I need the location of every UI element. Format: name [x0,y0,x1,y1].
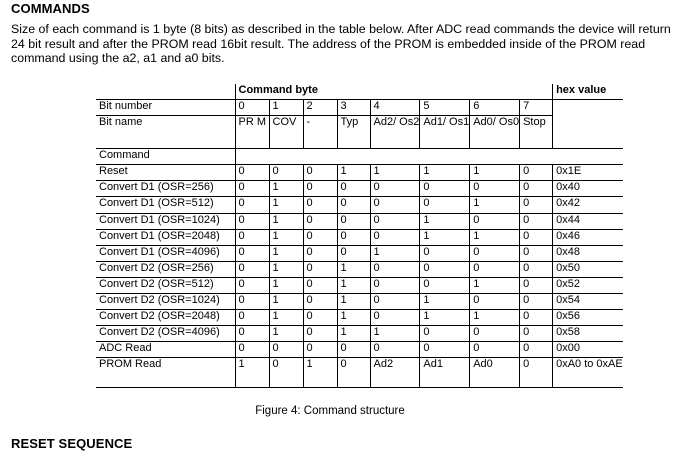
hex-value-cell: 0x56 [553,310,623,326]
bit-value-cell: 0 [235,165,269,181]
command-name-cell: Convert D1 (OSR=256) [96,181,235,197]
bit-value-cell: 1 [269,277,303,293]
bit-value-cell: 0 [269,358,303,388]
bit-value-cell: 0 [520,294,553,310]
bit-value-cell: 1 [337,165,370,181]
empty-cell [269,149,303,165]
bit-value-cell: 1 [470,277,520,293]
command-name-cell: Convert D1 (OSR=512) [96,197,235,213]
bit-value-cell: 0 [235,310,269,326]
hex-value-cell: 0xA0 to 0xAE [553,358,623,388]
bit-value-cell: 0 [303,310,337,326]
bit-name-cell: Ad0/ Os0 [470,116,520,149]
command-name-cell: Convert D2 (OSR=4096) [96,326,235,342]
bit-value-cell: 0 [303,181,337,197]
table-row [96,213,623,229]
command-name-cell: Convert D2 (OSR=1024) [96,294,235,310]
bit-value-cell: 0 [520,358,553,388]
command-name-cell: Convert D1 (OSR=4096) [96,245,235,261]
bit-value-cell: 1 [303,358,337,388]
bit-value-cell: 1 [420,229,470,245]
bit-number-cell: 6 [470,100,520,116]
bit-number-cell: 7 [520,100,553,116]
table-row [96,165,623,181]
section-title: COMMANDS [11,1,90,16]
bit-value-cell: 0 [303,342,337,358]
intro-paragraph: Size of each command is 1 byte (8 bits) as described in the table below. After ADC read commands the device will return 24 bit result and after the PROM read 16bit result. The address of the PROM is embedded inside of the PROM read command using the a2, a1 and a0 bits. [11,22,671,66]
bit-value-cell: 0 [370,213,420,229]
bit-value-cell: 0 [520,197,553,213]
table-row [96,197,623,213]
hex-value-header: hex value [556,84,607,96]
table-row [96,294,623,310]
bit-value-cell: 0 [303,326,337,342]
bit-value-cell: 0 [420,342,470,358]
bit-value-cell: 0 [235,213,269,229]
hex-cell [553,100,623,116]
bit-value-cell: 0 [470,326,520,342]
bit-value-cell: 1 [370,326,420,342]
bit-value-cell: 0 [235,294,269,310]
bit-value-cell: 1 [470,165,520,181]
bit-value-cell: 1 [235,358,269,388]
bit-value-cell: 0 [370,181,420,197]
bit-value-cell: 0 [303,165,337,181]
bit-value-cell: 0 [235,181,269,197]
hex-value-cell: 0x44 [553,213,623,229]
bit-value-cell: 0 [470,213,520,229]
bit-value-cell: 1 [269,245,303,261]
bit-name-cell: Ad1/ Os1 [420,116,470,149]
bit-value-cell: 1 [370,165,420,181]
table-row [96,261,623,277]
bit-value-cell: 0 [337,197,370,213]
bit-value-cell: 0 [470,245,520,261]
bit-value-cell: 0 [420,326,470,342]
command-table [96,84,623,388]
bit-value-cell: 1 [420,310,470,326]
bit-value-cell: 0 [370,342,420,358]
bit-value-cell: 0 [520,277,553,293]
bit-value-cell: 1 [269,310,303,326]
bit-value-cell: 0 [235,229,269,245]
figure-caption: Figure 4: Command structure [255,405,405,417]
next-section-title: RESET SEQUENCE [11,436,133,451]
table-row [96,326,623,342]
bit-value-cell: 0 [235,197,269,213]
hex-cell [553,149,623,165]
bit-value-cell: 0 [370,294,420,310]
bit-name-cell: PR M [235,116,269,149]
table-header-row [96,84,623,100]
bit-value-cell: 0 [370,197,420,213]
bit-value-cell: 1 [470,229,520,245]
bit-value-cell: 1 [269,326,303,342]
bit-value-cell: Ad0 [470,358,520,388]
empty-cell [420,149,470,165]
bit-value-cell: 0 [269,165,303,181]
command-name-cell: Convert D1 (OSR=1024) [96,213,235,229]
command-name-cell: Convert D2 (OSR=2048) [96,310,235,326]
table-row [96,181,623,197]
row-label: Command [96,149,235,165]
table-row [96,229,623,245]
bit-value-cell: 0 [303,229,337,245]
bit-value-cell: 0 [303,213,337,229]
bit-value-cell: 0 [235,326,269,342]
empty-cell [235,149,269,165]
bit-number-cell: 5 [420,100,470,116]
bit-number-cell: 3 [337,100,370,116]
bit-value-cell: 0 [470,181,520,197]
bit-value-cell: 0 [235,245,269,261]
hex-value-cell: 0x54 [553,294,623,310]
bit-value-cell: 0 [337,358,370,388]
bit-value-cell: 1 [269,229,303,245]
bit-value-cell: 0 [520,229,553,245]
bit-value-cell: 0 [337,229,370,245]
bit-value-cell: 0 [337,245,370,261]
command-name-cell: Reset [96,165,235,181]
bit-value-cell: 0 [370,277,420,293]
command-name-cell: PROM Read [96,358,235,388]
bit-value-cell: 0 [470,294,520,310]
bit-value-cell: 1 [420,213,470,229]
bit-value-cell: 0 [235,277,269,293]
bit-value-cell: 0 [520,326,553,342]
bit-value-cell: 0 [235,261,269,277]
table-row [96,277,623,293]
empty-cell [520,149,553,165]
bit-value-cell: 0 [420,277,470,293]
table-row [96,358,623,388]
bit-value-cell: 0 [337,213,370,229]
bit-value-cell: 1 [269,197,303,213]
bit-number-cell: 0 [235,100,269,116]
bit-value-cell: 0 [520,310,553,326]
row-label: Bit number [96,100,235,116]
bit-value-cell: 0 [520,165,553,181]
bit-value-cell: 1 [269,261,303,277]
bit-value-cell: 0 [303,197,337,213]
table-row [96,310,623,326]
bit-value-cell: 0 [420,197,470,213]
bit-value-cell: Ad1 [420,358,470,388]
bit-number-cell: 2 [303,100,337,116]
bit-value-cell: 0 [470,261,520,277]
empty-cell [303,149,337,165]
bit-value-cell: 1 [337,310,370,326]
command-name-cell: Convert D1 (OSR=2048) [96,229,235,245]
command-name-cell: Convert D2 (OSR=512) [96,277,235,293]
hex-value-cell: 0x48 [553,245,623,261]
bit-value-cell: 0 [520,245,553,261]
bit-value-cell: 1 [470,310,520,326]
hex-value-cell: 0x52 [553,277,623,293]
bit-value-cell: 0 [420,181,470,197]
bit-value-cell: 1 [269,181,303,197]
bit-number-cell: 1 [269,100,303,116]
bit-value-cell: 0 [370,261,420,277]
bit-value-cell: 1 [470,197,520,213]
bit-value-cell: 0 [420,245,470,261]
empty-cell [470,149,520,165]
hex-value-cell: 0x46 [553,229,623,245]
bit-value-cell: 1 [269,213,303,229]
bit-value-cell: 1 [337,277,370,293]
bit-value-cell: 0 [520,181,553,197]
command-name-cell: ADC Read [96,342,235,358]
bit-value-cell: 0 [370,229,420,245]
command-name-cell: Convert D2 (OSR=256) [96,261,235,277]
bit-name-cell: Typ [337,116,370,149]
bit-value-cell: 1 [337,294,370,310]
bit-value-cell: 1 [420,294,470,310]
bit-value-cell: Ad2 [370,358,420,388]
command-byte-header: Command byte [235,84,553,100]
bit-value-cell: 1 [337,326,370,342]
bit-value-cell: 0 [420,261,470,277]
bit-value-cell: 0 [337,181,370,197]
bit-value-cell: 0 [235,342,269,358]
bit-value-cell: 0 [520,261,553,277]
bit-value-cell: 1 [337,261,370,277]
bit-name-cell: COV [269,116,303,149]
bit-value-cell: 0 [520,342,553,358]
bit-value-cell: 1 [370,245,420,261]
hex-value-cell: 0x40 [553,181,623,197]
bit-value-cell: 0 [303,261,337,277]
empty-cell [337,149,370,165]
bit-value-cell: 0 [370,310,420,326]
bit-name-cell: Stop [520,116,553,149]
bit-value-cell: 0 [303,277,337,293]
bit-value-cell: 0 [470,342,520,358]
bit-name-row [96,116,623,149]
table-row [96,342,623,358]
hex-value-cell: 0x1E [553,165,623,181]
bit-value-cell: 0 [303,245,337,261]
bit-name-cell: Ad2/ Os2 [370,116,420,149]
bit-value-cell: 0 [520,213,553,229]
bit-value-cell: 0 [303,294,337,310]
row-label: Bit name [96,116,235,149]
bit-number-cell: 4 [370,100,420,116]
hex-value-cell: 0x58 [553,326,623,342]
hex-value-cell: 0x42 [553,197,623,213]
empty-cell [370,149,420,165]
bit-value-cell: 0 [269,342,303,358]
hex-value-cell: 0x00 [553,342,623,358]
hex-cell [553,116,623,149]
bit-value-cell: 1 [269,294,303,310]
bit-number-row [96,100,623,116]
table-row [96,245,623,261]
command-label-row [96,149,623,165]
hex-value-cell: 0x50 [553,261,623,277]
bit-value-cell: 0 [337,342,370,358]
bit-name-cell: - [303,116,337,149]
bit-value-cell: 1 [420,165,470,181]
